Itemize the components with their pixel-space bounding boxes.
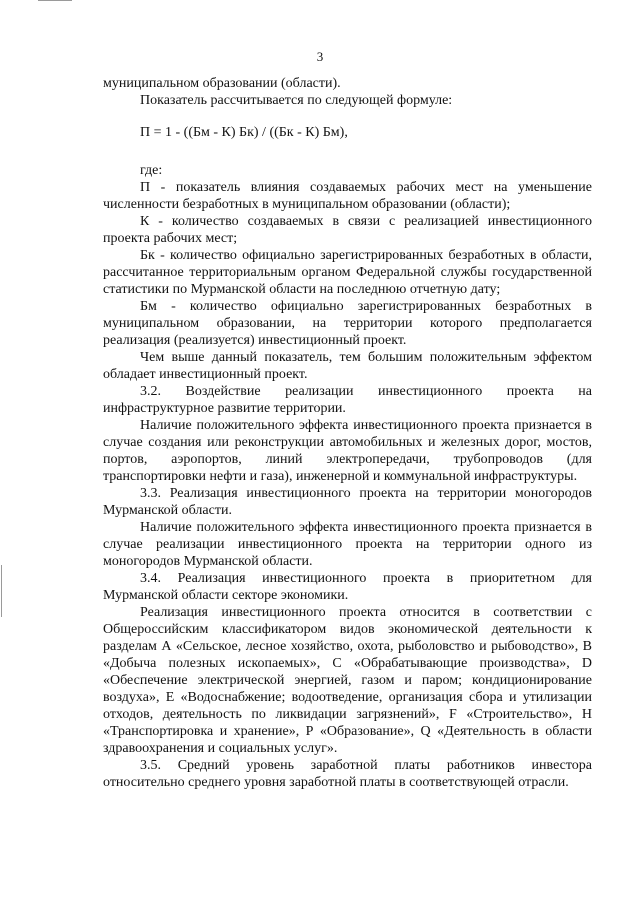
page-number: 3 — [316, 49, 324, 64]
definition-bk: Бк - количество официально зарегистрированных безработных в области, рассчитанное территориальным органом Федеральной службы государственной статистики по Мурманской области на последнюю отчетную дату; — [103, 248, 592, 297]
definition-k: К - количество создаваемых в связи с реализацией инвестиционного проекта рабочих мест; — [103, 214, 592, 246]
paragraph-conclusion: Чем выше данный показатель, тем большим положительным эффектом обладает инвестиционный проект. — [103, 350, 592, 382]
definition-p: П - показатель влияния создаваемых рабочих мест на уменьшение численности безработных в муниципальном образовании (области); — [103, 180, 592, 212]
section-3-4-text: Реализация инвестиционного проекта относится в соответствии с Общероссийским классификатором видов экономической деятельности к разделам А «Сельское, лесное хозяйство, охота, рыболовство и рыбоводство», В «Добыча полезных ископаемых», С «Обрабатывающие производства», D «Обеспечение электрической энергией, газом и паром; кондиционирование воздуха», Е «Водоснабжение; водоотведение, организация сбора и утилизации отходов, деятельность по ликвидации загрязнений», F «Строительство», Н «Транспортировка и хранение», Р «Образование», Q «Деятельность в области здравоохранения и социальных услуг». — [103, 605, 592, 756]
section-3-3-text: Наличие положительного эффекта инвестиционного проекта признается в случае реализации инвестиционного проекта на территории одного из моногородов Мурманской области. — [103, 520, 592, 569]
paragraph-where: где: — [140, 163, 163, 178]
definition-bm: Бм - количество официально зарегистрированных безработных в муниципальном образовании, на территории которого предполагается реализация (реализуется) инвестиционный проект. — [103, 299, 592, 348]
section-3-4-heading: 3.4. Реализация инвестиционного проекта в приоритетном для Мурманской области секторе экономики. — [103, 571, 592, 603]
scan-mark-left — [1, 565, 2, 617]
section-3-2-text: Наличие положительного эффекта инвестиционного проекта признается в случае создания или реконструкции автомобильных и железных дорог, мостов, портов, аэропортов, линий электропередачи, трубопроводов (для транспортировки нефти и газа), инженерной и коммунальной инфраструктуры. — [103, 418, 592, 484]
paragraph-continuation: муниципальном образовании (области). — [103, 76, 341, 91]
paragraph-formula-intro: Показатель рассчитывается по следующей формуле: — [140, 93, 453, 108]
document-body — [103, 75, 592, 791]
section-3-5-heading: 3.5. Средний уровень заработной платы работников инвестора относительно среднего уровня заработной платы в соответствующей отрасли. — [103, 758, 592, 790]
formula: П = 1 - ((Бм - К) Бк) / ((Бк - К) Бм), — [140, 125, 348, 140]
section-3-2-heading: 3.2. Воздействие реализации инвестиционного проекта на инфраструктурное развитие территории. — [103, 384, 592, 416]
section-3-3-heading: 3.3. Реализация инвестиционного проекта на территории моногородов Мурманской области. — [103, 486, 592, 518]
scan-mark-top — [38, 0, 72, 1]
